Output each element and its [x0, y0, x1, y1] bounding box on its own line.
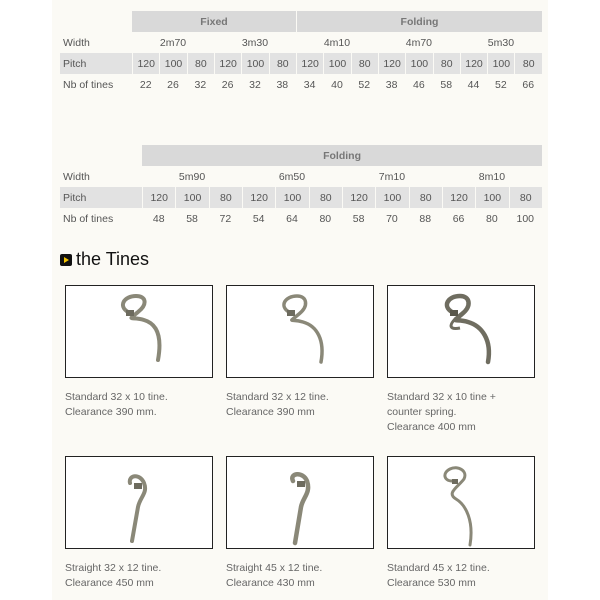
tine-card	[387, 456, 535, 591]
caption-line: Clearance 390 mm.	[65, 406, 157, 418]
width-cell: 4m10	[323, 36, 351, 49]
tines-count-cell: 58	[186, 212, 198, 225]
tines-count-cell: 64	[286, 212, 298, 225]
play-bullet-icon	[60, 254, 72, 266]
tines-count-cell: 80	[319, 212, 332, 225]
caption-line: Clearance 530 mm	[387, 577, 476, 589]
pitch-row	[60, 53, 542, 74]
tine-caption	[65, 561, 213, 591]
pitch-cell: 120	[460, 53, 487, 74]
tine-image-frame	[387, 285, 535, 378]
pitch-cell: 120	[442, 187, 475, 208]
pitch-cell: 100	[475, 187, 508, 208]
tines-count-cell: 52	[358, 78, 371, 91]
pitch-cell: 80	[433, 53, 460, 74]
tines-count-cell: 72	[219, 212, 232, 225]
tines-count-cell: 66	[452, 212, 465, 225]
tines-count-cell: 58	[352, 212, 365, 225]
table-header-row	[60, 145, 542, 166]
width-cell: 3m30	[241, 36, 269, 49]
straight-tine-icon	[227, 457, 373, 548]
pitch-cell: 120	[342, 187, 375, 208]
pitch-cell: 80	[209, 187, 242, 208]
width-cell: 5m30	[487, 36, 515, 49]
width-cell: 2m70	[159, 36, 187, 49]
pitch-cell: 120	[142, 187, 175, 208]
caption-line: Standard 32 x 12 tine.	[226, 391, 329, 403]
width-cell: 6m50	[278, 170, 306, 183]
pitch-label: Pitch	[60, 187, 142, 208]
tine-card	[65, 285, 213, 420]
tines-label: Nb of tines	[63, 78, 114, 91]
content-panel	[52, 0, 548, 600]
tines-count-cell: 34	[303, 78, 316, 91]
tines-label: Nb of tines	[63, 212, 114, 225]
spec-table-1	[60, 11, 542, 95]
width-cell: 5m90	[178, 170, 206, 183]
caption-line: Standard 32 x 10 tine.	[65, 391, 168, 403]
tines-count-cell: 32	[194, 78, 207, 91]
tines-count-cell: 80	[486, 212, 498, 225]
pitch-cell: 100	[323, 53, 350, 74]
pitch-cell: 120	[214, 53, 241, 74]
width-cell: 8m10	[478, 170, 506, 183]
tines-count-cell: 48	[152, 212, 165, 225]
pitch-cell: 100	[405, 53, 432, 74]
pitch-cell: 120	[296, 53, 323, 74]
header-blank	[60, 145, 142, 166]
tines-count-cell: 32	[249, 78, 261, 91]
pitch-cell: 80	[514, 53, 542, 74]
counter-spring-tine-icon	[388, 286, 534, 377]
table-header-row	[60, 11, 542, 32]
caption-line: Clearance 400 mm	[387, 421, 476, 433]
tine-image-frame	[226, 456, 374, 549]
caption-line: Straight 32 x 12 tine.	[65, 562, 162, 574]
pitch-cell: 100	[275, 187, 308, 208]
spec-table-2	[60, 145, 542, 229]
tines-count-cell: 52	[494, 78, 507, 91]
pitch-cell: 80	[187, 53, 214, 74]
pitch-cell: 100	[375, 187, 408, 208]
tines-count-cell: 58	[440, 78, 453, 91]
width-cell: 7m10	[378, 170, 406, 183]
tines-count-cell: 88	[419, 212, 432, 225]
pitch-cell: 80	[409, 187, 442, 208]
tines-row	[60, 208, 542, 229]
tine-caption	[387, 561, 535, 591]
header-folding: Folding	[296, 11, 542, 32]
tines-row	[60, 74, 542, 95]
tines-count-cell: 70	[386, 212, 398, 225]
curved-tine-icon	[388, 457, 534, 548]
caption-line: Clearance 450 mm	[65, 577, 154, 589]
pitch-cell: 100	[487, 53, 514, 74]
tine-image-frame	[65, 285, 213, 378]
tines-count-cell: 38	[276, 78, 289, 91]
tine-card	[226, 456, 374, 591]
tines-count-cell: 54	[252, 212, 265, 225]
tines-count-cell: 100	[516, 212, 535, 225]
caption-line: Clearance 390 mm	[226, 406, 315, 418]
width-row	[60, 166, 542, 187]
pitch-cell: 100	[175, 187, 208, 208]
tine-caption	[226, 390, 374, 420]
tines-count-cell: 26	[221, 78, 234, 91]
tines-count-cell: 26	[167, 78, 179, 91]
tines-count-cell: 38	[385, 78, 398, 91]
pitch-cell: 120	[132, 53, 159, 74]
pitch-cell: 80	[309, 187, 342, 208]
curved-tine-icon	[227, 286, 373, 377]
tine-card	[65, 456, 213, 591]
pitch-row	[60, 187, 542, 208]
tines-heading	[60, 249, 149, 270]
caption-line: Straight 45 x 12 tine.	[226, 562, 323, 574]
pitch-cell: 120	[242, 187, 275, 208]
pitch-cell: 80	[351, 53, 378, 74]
pitch-cell: 100	[159, 53, 186, 74]
caption-line: Clearance 430 mm	[226, 577, 315, 589]
tines-count-cell: 22	[139, 78, 152, 91]
tines-count-cell: 44	[467, 78, 480, 91]
tine-caption	[226, 561, 374, 591]
pitch-cell: 80	[269, 53, 296, 74]
width-label: Width	[63, 170, 90, 183]
pitch-label: Pitch	[60, 53, 132, 74]
pitch-cell: 100	[241, 53, 268, 74]
pitch-cell: 80	[509, 187, 543, 208]
tines-count-cell: 40	[331, 78, 343, 91]
caption-line: counter spring.	[387, 406, 457, 418]
header-fixed: Fixed	[132, 11, 296, 32]
caption-line: Standard 32 x 10 tine +	[387, 391, 496, 403]
width-label: Width	[63, 36, 90, 49]
tine-image-frame	[387, 456, 535, 549]
tine-card	[387, 285, 535, 435]
header-folding: Folding	[142, 145, 542, 166]
tine-image-frame	[226, 285, 374, 378]
tine-caption	[387, 390, 535, 435]
tine-image-frame	[65, 456, 213, 549]
tines-count-cell: 66	[522, 78, 535, 91]
width-row	[60, 32, 542, 53]
tine-caption	[65, 390, 213, 420]
tine-card	[226, 285, 374, 420]
caption-line: Standard 45 x 12 tine.	[387, 562, 490, 574]
width-cell: 4m70	[405, 36, 433, 49]
tines-count-cell: 46	[413, 78, 425, 91]
curved-tine-icon	[66, 286, 212, 377]
pitch-cell: 120	[378, 53, 405, 74]
header-blank	[60, 11, 132, 32]
tines-title: the Tines	[76, 249, 150, 269]
straight-tine-icon	[66, 457, 212, 548]
